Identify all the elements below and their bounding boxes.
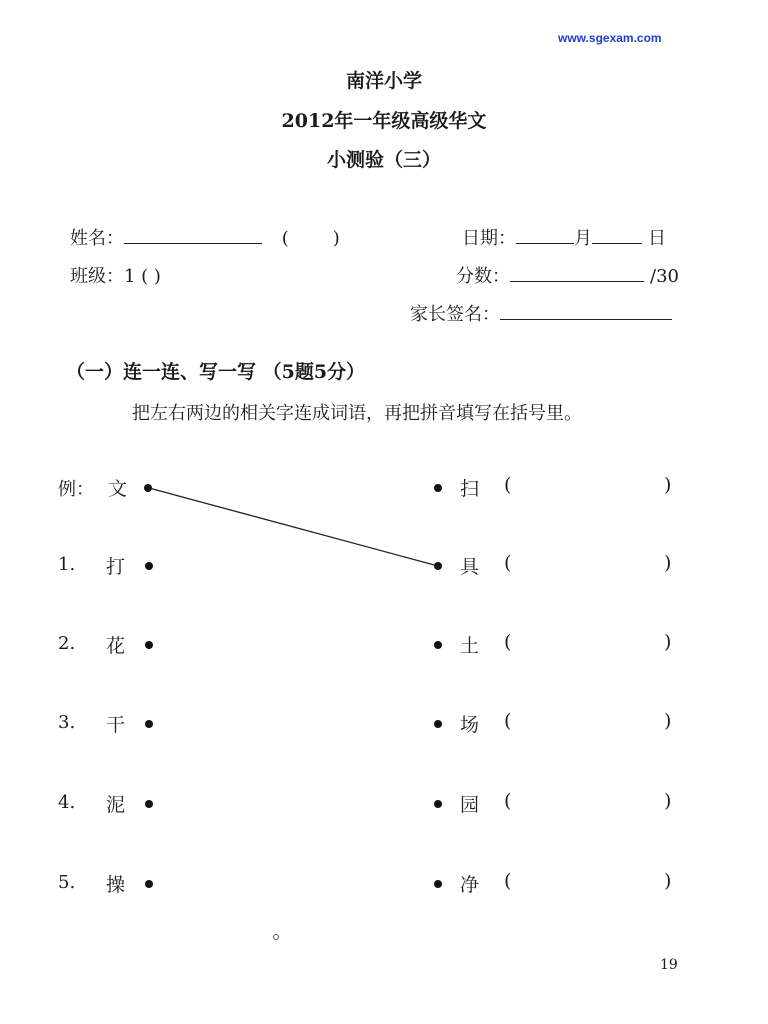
pinyin-paren-open: ( (504, 870, 512, 892)
item-number: 4. (58, 792, 76, 813)
pinyin-paren-open: ( (504, 552, 512, 574)
pinyin-paren-open: ( (504, 710, 512, 732)
pinyin-paren-open: ( (504, 631, 512, 653)
item-number: 5. (58, 872, 76, 893)
class-value: 1 ( ) (124, 266, 161, 287)
website-url: www.sgexam.com (558, 31, 662, 45)
score-total: /30 (650, 266, 679, 287)
page-number: 19 (660, 957, 678, 973)
day-label: 日 (648, 228, 666, 249)
month-label: 月 (574, 228, 592, 249)
left-character: 文 (108, 478, 128, 500)
left-character: 干 (106, 714, 126, 736)
right-character: 土 (460, 635, 480, 657)
class-label: 班级： (70, 266, 124, 287)
left-character: 操 (106, 874, 126, 896)
example-line (149, 488, 438, 566)
pinyin-paren-open: ( (504, 790, 512, 812)
date-label: 日期： (462, 228, 516, 249)
school-name: 南洋小学 (345, 70, 422, 92)
item-number: 例： (58, 479, 94, 500)
paper-subject: 2012年一年级高级华文 (281, 110, 487, 132)
pinyin-paren-close: ) (664, 870, 672, 892)
right-character: 场 (460, 714, 480, 736)
right-character: 具 (460, 556, 480, 578)
test-title: 小测验（三） (326, 149, 441, 171)
pinyin-paren-close: ) (664, 552, 672, 574)
parent-signature-label: 家长签名： (410, 304, 500, 325)
pinyin-paren-close: ) (664, 710, 672, 732)
index-paren-close: ) (332, 228, 340, 249)
right-character: 园 (460, 794, 480, 816)
left-character: 打 (106, 556, 126, 578)
pinyin-paren-close: ) (664, 631, 672, 653)
left-character: 泥 (106, 794, 126, 816)
section-instruction: 把左右两边的相关字连成词语，再把拼音填写在括号里。 (132, 403, 582, 424)
left-character: 花 (106, 635, 126, 657)
pinyin-paren-close: ) (664, 790, 672, 812)
right-character: 扫 (460, 478, 480, 500)
score-label: 分数： (456, 266, 510, 287)
stray-mark (274, 935, 279, 940)
index-paren-open: ( (281, 228, 289, 249)
right-character: 净 (460, 874, 480, 896)
name-label: 姓名： (70, 228, 124, 249)
item-number: 2. (58, 633, 76, 654)
pinyin-paren-open: ( (504, 474, 512, 496)
pinyin-paren-close: ) (664, 474, 672, 496)
item-number: 3. (58, 712, 76, 733)
item-number: 1. (58, 554, 76, 575)
section-title: （一）连一连、写一写 （5题5分） (66, 361, 366, 383)
